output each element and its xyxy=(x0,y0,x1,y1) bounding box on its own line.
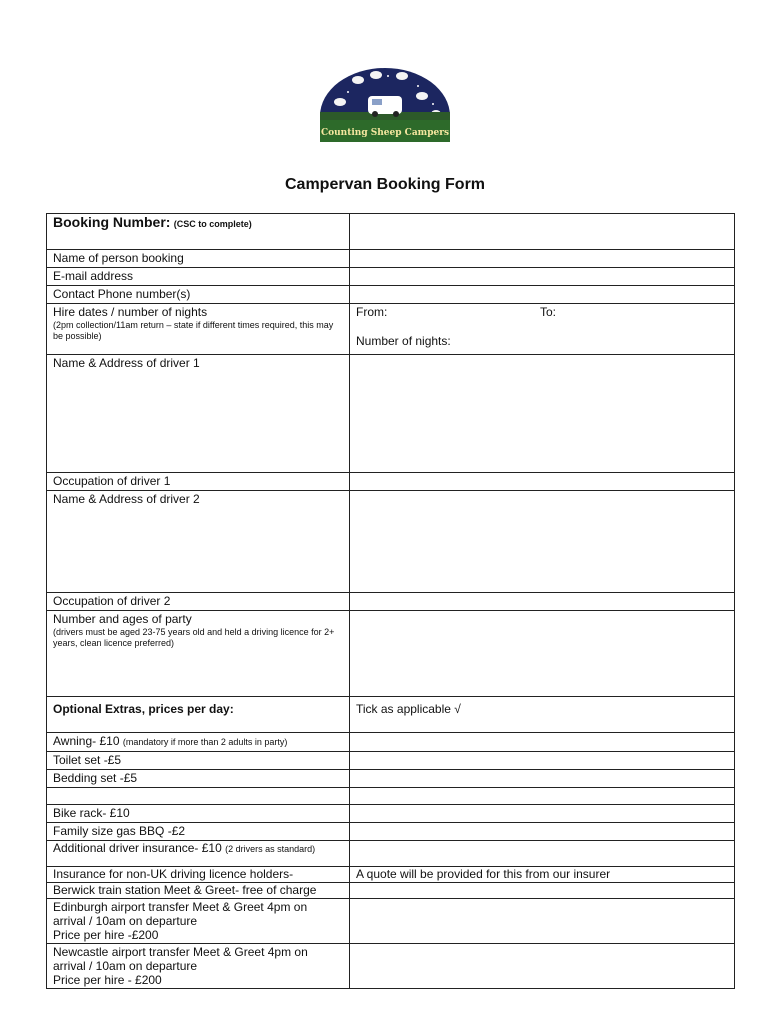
bike-rack-label: Bike rack- £10 xyxy=(47,805,350,823)
hire-dates-field[interactable] xyxy=(350,304,735,355)
booking-number-label-cell xyxy=(47,214,350,250)
blank-row-tick[interactable] xyxy=(350,788,735,805)
tick-header: Tick as applicable √ xyxy=(350,697,735,733)
party-label: Number and ages of party xyxy=(53,612,192,626)
insurance-cell xyxy=(47,841,350,867)
logo-text: Counting Sheep Campers xyxy=(320,128,450,138)
driver2-occupation-field[interactable] xyxy=(350,593,735,611)
company-logo xyxy=(318,66,452,144)
edinburgh-tick[interactable] xyxy=(350,899,735,944)
insurance-note: (2 drivers as standard) xyxy=(225,844,316,854)
newcastle-line-1: Newcastle airport transfer Meet & Greet 4pm on xyxy=(53,945,308,959)
booking-number-field[interactable] xyxy=(350,214,735,250)
newcastle-line-2: arrival / 10am on departure xyxy=(53,959,198,973)
driver2-address-label: Name & Address of driver 2 xyxy=(47,491,350,593)
toilet-label: Toilet set -£5 xyxy=(47,752,350,770)
hire-dates-cell xyxy=(47,304,350,355)
hire-dates-label: Hire dates / number of nights xyxy=(53,305,208,319)
newcastle-line-3: Price per hire - £200 xyxy=(53,973,162,987)
email-field[interactable] xyxy=(350,268,735,286)
driver1-occupation-label: Occupation of driver 1 xyxy=(47,473,350,491)
edinburgh-line-3: Price per hire -£200 xyxy=(53,928,159,942)
edinburgh-line-1: Edinburgh airport transfer Meet & Greet 4pm on xyxy=(53,900,308,914)
berwick-tick[interactable] xyxy=(350,883,735,899)
driver1-address-label: Name & Address of driver 1 xyxy=(47,355,350,473)
email-label: E-mail address xyxy=(47,268,350,286)
bike-rack-tick[interactable] xyxy=(350,805,735,823)
nights-label: Number of nights: xyxy=(356,334,451,348)
name-field[interactable] xyxy=(350,250,735,268)
bbq-label: Family size gas BBQ -£2 xyxy=(47,823,350,841)
to-label: To: xyxy=(539,305,556,319)
bedding-label: Bedding set -£5 xyxy=(47,770,350,788)
awning-tick[interactable] xyxy=(350,733,735,752)
blank-row xyxy=(47,788,350,805)
bbq-tick[interactable] xyxy=(350,823,735,841)
driver2-address-field[interactable] xyxy=(350,491,735,593)
newcastle-cell xyxy=(47,944,350,989)
edinburgh-cell xyxy=(47,899,350,944)
booking-form-table xyxy=(46,213,735,989)
phone-field[interactable] xyxy=(350,286,735,304)
nonuk-quote: A quote will be provided for this from our insurer xyxy=(350,867,735,883)
awning-label: Awning- £10 xyxy=(53,734,120,748)
name-label: Name of person booking xyxy=(47,250,350,268)
insurance-label: Additional driver insurance- £10 xyxy=(53,841,222,855)
bedding-tick[interactable] xyxy=(350,770,735,788)
driver1-address-field[interactable] xyxy=(350,355,735,473)
awning-note: (mandatory if more than 2 adults in party) xyxy=(122,737,288,747)
nonuk-label: Insurance for non-UK driving licence holders- xyxy=(47,867,350,883)
extras-header: Optional Extras, prices per day: xyxy=(47,697,350,733)
booking-number-label: Booking Number: xyxy=(53,214,171,230)
driver2-occupation-label: Occupation of driver 2 xyxy=(47,593,350,611)
page-title: Campervan Booking Form xyxy=(284,176,486,193)
insurance-tick[interactable] xyxy=(350,841,735,867)
from-label: From: xyxy=(356,305,388,319)
edinburgh-line-2: arrival / 10am on departure xyxy=(53,914,198,928)
newcastle-tick[interactable] xyxy=(350,944,735,989)
booking-number-note: (CSC to complete) xyxy=(173,219,252,229)
toilet-tick[interactable] xyxy=(350,752,735,770)
party-note: (drivers must be aged 23-75 years old and held a driving licence for 2+ years, clean licence preferred) xyxy=(53,627,335,648)
hire-dates-note: (2pm collection/11am return – state if different times required, this may be possible) xyxy=(53,320,334,341)
phone-label: Contact Phone number(s) xyxy=(47,286,350,304)
awning-cell xyxy=(47,733,350,752)
party-field[interactable] xyxy=(350,611,735,697)
driver1-occupation-field[interactable] xyxy=(350,473,735,491)
berwick-label: Berwick train station Meet & Greet- free of charge xyxy=(47,883,350,899)
party-cell xyxy=(47,611,350,697)
